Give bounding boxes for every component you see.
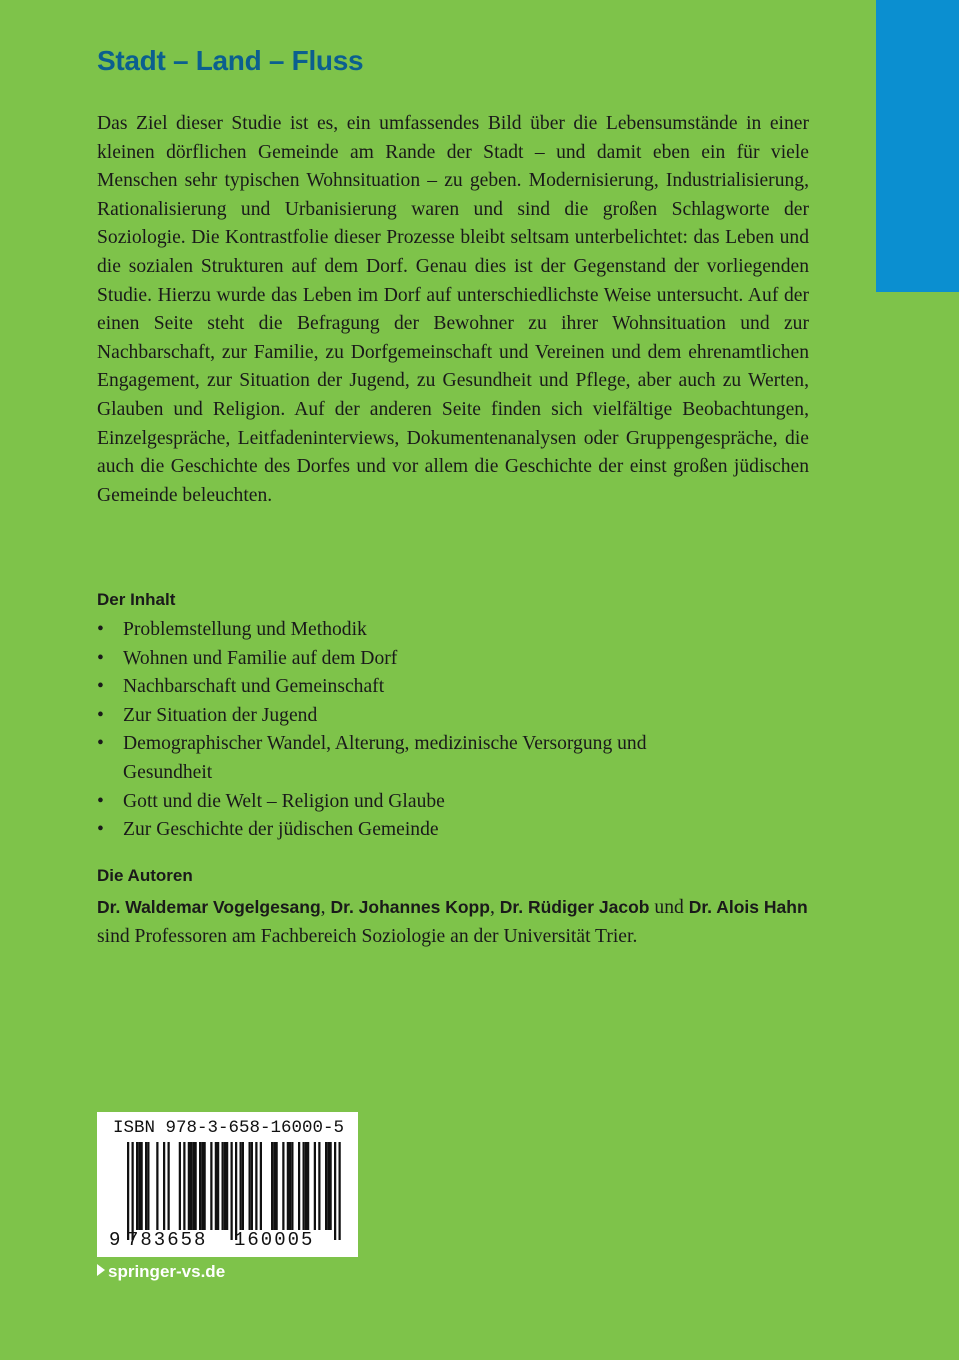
barcode-bar bbox=[314, 1142, 316, 1230]
barcode-bar bbox=[271, 1142, 273, 1230]
barcode-bar bbox=[215, 1142, 217, 1230]
barcode-bar bbox=[325, 1142, 327, 1230]
barcode-bar bbox=[249, 1142, 251, 1230]
barcode-bar bbox=[240, 1142, 242, 1230]
barcode-bar bbox=[242, 1142, 244, 1230]
barcode-bar bbox=[226, 1142, 228, 1230]
barcode-bar bbox=[339, 1142, 341, 1240]
list-item: • Wohnen und Familie auf dem Dorf bbox=[97, 645, 817, 674]
barcode-bar bbox=[327, 1142, 329, 1230]
contents-list bbox=[97, 616, 817, 845]
author-name: Dr. Alois Hahn bbox=[688, 897, 808, 917]
barcode-bar bbox=[289, 1142, 291, 1230]
barcode-bar bbox=[276, 1142, 278, 1230]
barcode-bar bbox=[291, 1142, 293, 1230]
barcode-bar bbox=[183, 1142, 185, 1230]
list-item: • Problemstellung und Methodik bbox=[97, 616, 817, 645]
barcode-bar bbox=[235, 1142, 237, 1240]
ean-left-group: 783658 bbox=[127, 1229, 208, 1251]
barcode-bar bbox=[192, 1142, 194, 1230]
list-item: • Demographischer Wandel, Alterung, medizinische Versorgung und Gesundheit bbox=[97, 730, 723, 787]
ean-right-group: 160005 bbox=[234, 1229, 315, 1251]
list-item: • Zur Geschichte der jüdischen Gemeinde bbox=[97, 816, 817, 845]
barcode-bar bbox=[156, 1142, 158, 1230]
author-name: Dr. Waldemar Vogelgesang bbox=[97, 897, 321, 917]
website-link[interactable]: springer-vs.de bbox=[97, 1262, 225, 1282]
barcode-bar bbox=[222, 1142, 224, 1230]
barcode-bar bbox=[334, 1142, 336, 1240]
description-paragraph: Das Ziel dieser Studie ist es, ein umfassendes Bild über die Lebensumstände in einer kleinen dörflichen Gemeinde am Rande der Stadt – und damit eben ein für viele Menschen sehr typischen Wohnsituation – zu geben. Modernisierung, Industrialisierung, Rationalisierung und Urbanisierung waren und sind die großen Schlagworte der Soziologie. Die Kontrastfolie dieser Prozesse bleibt seltsam unterbelichtet: das Leben und die sozialen Strukturen auf dem Dorf. Genau dies ist der Gegenstand der vorliegenden Studie. Hierzu wurde das Leben im Dorf auf unterschiedlichste Weise untersucht. Auf der einen Seite steht die Befragung der Bewohner zu ihrer Wohnsituation und zur Nachbarschaft, zur Familie, zu Dorfgemeinschaft und Vereinen und dem ehrenamtlichen Engagement, zur Situation der Jugend, zu Gesundheit und Pflege, aber auch zu Werten, Glauben und Religion. Auf der anderen Seite finden sich vielfältige Beobachtungen, Einzelgespräche, Leitfadeninterviews, Dokumentenanalysen oder Gruppengespräche, die auch die Geschichte des Dorfes und vor allem die Geschichte der einst großen jüdischen Gemeinde beleuchten. bbox=[97, 113, 809, 506]
barcode-bar bbox=[305, 1142, 307, 1230]
barcode-bar bbox=[231, 1142, 233, 1240]
barcode-bar bbox=[199, 1142, 201, 1230]
list-item: • Zur Situation der Jugend bbox=[97, 702, 817, 731]
barcode-bar bbox=[127, 1142, 129, 1240]
barcode-bar bbox=[260, 1142, 262, 1230]
barcode-bar bbox=[190, 1142, 192, 1230]
author-name: Dr. Rüdiger Jacob bbox=[499, 897, 650, 917]
authors-heading: Die Autoren bbox=[97, 866, 193, 885]
barcode-bar bbox=[273, 1142, 275, 1230]
barcode-bar bbox=[255, 1142, 257, 1230]
bullet-icon: • bbox=[97, 790, 104, 812]
bullet-icon: • bbox=[97, 733, 104, 755]
author-name: Dr. Johannes Kopp bbox=[330, 897, 490, 917]
barcode-bar bbox=[217, 1142, 219, 1230]
barcode-bar bbox=[195, 1142, 197, 1230]
accent-tab bbox=[876, 0, 959, 292]
arrow-right-icon bbox=[97, 1264, 105, 1276]
barcode bbox=[97, 1112, 358, 1257]
barcode-bar bbox=[224, 1142, 226, 1230]
barcode-bar bbox=[330, 1142, 332, 1230]
barcode-bar bbox=[168, 1142, 170, 1230]
barcode-bar bbox=[163, 1142, 165, 1230]
bullet-icon: • bbox=[97, 819, 104, 841]
authors-paragraph: Dr. Waldemar Vogelgesang, Dr. Johannes Kopp, Dr. Rüdiger Jacob und Dr. Alois Hahn sind Professoren am Fachbereich Soziologie an der Universität Trier. bbox=[97, 897, 808, 947]
barcode-bar bbox=[287, 1142, 289, 1230]
book-title: Stadt – Land – Fluss bbox=[97, 45, 364, 76]
barcode-bar bbox=[145, 1142, 147, 1230]
barcode-bar bbox=[251, 1142, 253, 1230]
list-item: • Nachbarschaft und Gemeinschaft bbox=[97, 673, 817, 702]
contents-heading: Der Inhalt bbox=[97, 590, 176, 609]
barcode-bar bbox=[188, 1142, 190, 1230]
barcode-bar bbox=[132, 1142, 134, 1240]
barcode-bar bbox=[147, 1142, 149, 1230]
barcode-bar bbox=[204, 1142, 206, 1230]
bullet-icon: • bbox=[97, 647, 104, 669]
barcode-bar bbox=[303, 1142, 305, 1230]
barcode-bar bbox=[307, 1142, 309, 1230]
isbn-label: ISBN 978-3-658-16000-5 bbox=[113, 1118, 345, 1138]
bullet-icon: • bbox=[97, 619, 104, 640]
barcode-bar bbox=[298, 1142, 300, 1230]
barcode-bar bbox=[179, 1142, 181, 1230]
bullet-icon: • bbox=[97, 704, 104, 726]
barcode-bar bbox=[201, 1142, 203, 1230]
barcode-bar bbox=[318, 1142, 320, 1230]
ean-first-digit: 9 bbox=[109, 1229, 121, 1251]
barcode-bar bbox=[282, 1142, 284, 1230]
barcode-bar bbox=[141, 1142, 143, 1230]
list-item: • Gott und die Welt – Religion und Glaube bbox=[97, 788, 817, 817]
barcode-bar bbox=[136, 1142, 138, 1230]
bullet-icon: • bbox=[97, 676, 104, 698]
barcode-bar bbox=[210, 1142, 212, 1230]
barcode-bar bbox=[138, 1142, 140, 1230]
